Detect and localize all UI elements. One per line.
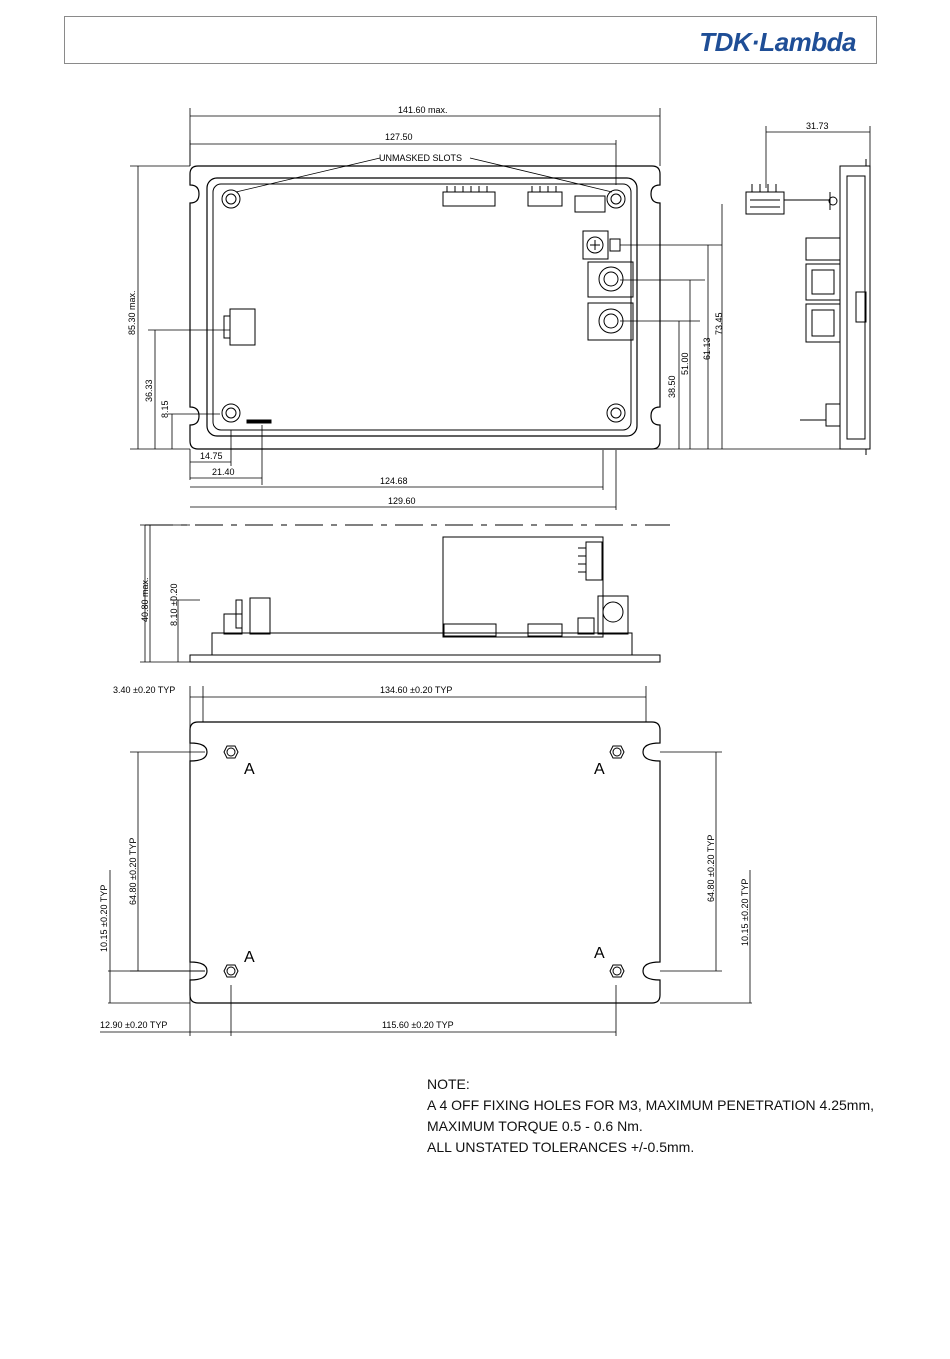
dim-bottom-left: 12.90 ±0.20 TYP	[100, 1020, 168, 1030]
fixing-hole-icon	[224, 746, 624, 977]
label-unmasked-slots: UNMASKED SLOTS	[379, 153, 463, 163]
notes-block	[427, 1074, 874, 1158]
dim-21: 21.40	[212, 467, 235, 477]
note-line: MAXIMUM TORQUE 0.5 - 0.6 Nm.	[427, 1118, 643, 1134]
dim-vert-left-small: 10.15 ±0.20 TYP	[99, 884, 109, 952]
front-view	[140, 525, 670, 662]
side-view	[722, 121, 870, 455]
dim-overall-height: 85.30 max.	[127, 290, 137, 335]
dim-hole-span: 134.60 ±0.20 TYP	[380, 685, 453, 695]
dim-129: 129.60	[388, 496, 416, 506]
dim-vert-right: 64.80 ±0.20 TYP	[706, 834, 716, 902]
dim-left-edge: 3.40 ±0.20 TYP	[113, 685, 176, 695]
dim-vert-left: 64.80 ±0.20 TYP	[128, 837, 138, 905]
dim-vert-right-small: 10.15 ±0.20 TYP	[740, 878, 750, 946]
tdk-lambda-logo: TDK·Lambda	[699, 27, 856, 57]
dim-38: 38.50	[667, 375, 677, 398]
note-title: NOTE:	[427, 1076, 470, 1092]
bottom-view	[99, 685, 752, 1036]
dim-36: 36.33	[144, 379, 154, 402]
hole-label-a: A	[594, 761, 605, 778]
hole-label-a: A	[244, 761, 255, 778]
dim-slot-spacing: 127.50	[385, 132, 413, 142]
hole-label-a: A	[594, 945, 605, 962]
dim-front-pcb: 8.10 ±0.20	[169, 583, 179, 626]
dim-73: 73.45	[714, 312, 724, 335]
dim-14: 14.75	[200, 451, 223, 461]
hole-label-a: A	[244, 949, 255, 966]
note-line: A 4 OFF FIXING HOLES FOR M3, MAXIMUM PENETRATION 4.25mm,	[427, 1097, 875, 1113]
dim-8: 8.15	[160, 400, 170, 418]
dim-depth: 31.73	[806, 121, 829, 131]
dim-bottom-span: 115.60 ±0.20 TYP	[382, 1020, 454, 1030]
dim-overall-width: 141.60 max.	[398, 105, 448, 115]
mounting-hole-icon	[222, 190, 625, 422]
dim-61: 61.13	[702, 337, 712, 360]
pcb-connector-icon	[224, 186, 633, 423]
note-line: ALL UNSTATED TOLERANCES +/-0.5mm.	[427, 1139, 695, 1155]
dim-front-height: 40.80 max.	[140, 577, 150, 622]
dim-124: 124.68	[380, 476, 408, 486]
top-view	[127, 105, 724, 510]
dim-51: 51.00	[680, 352, 690, 375]
